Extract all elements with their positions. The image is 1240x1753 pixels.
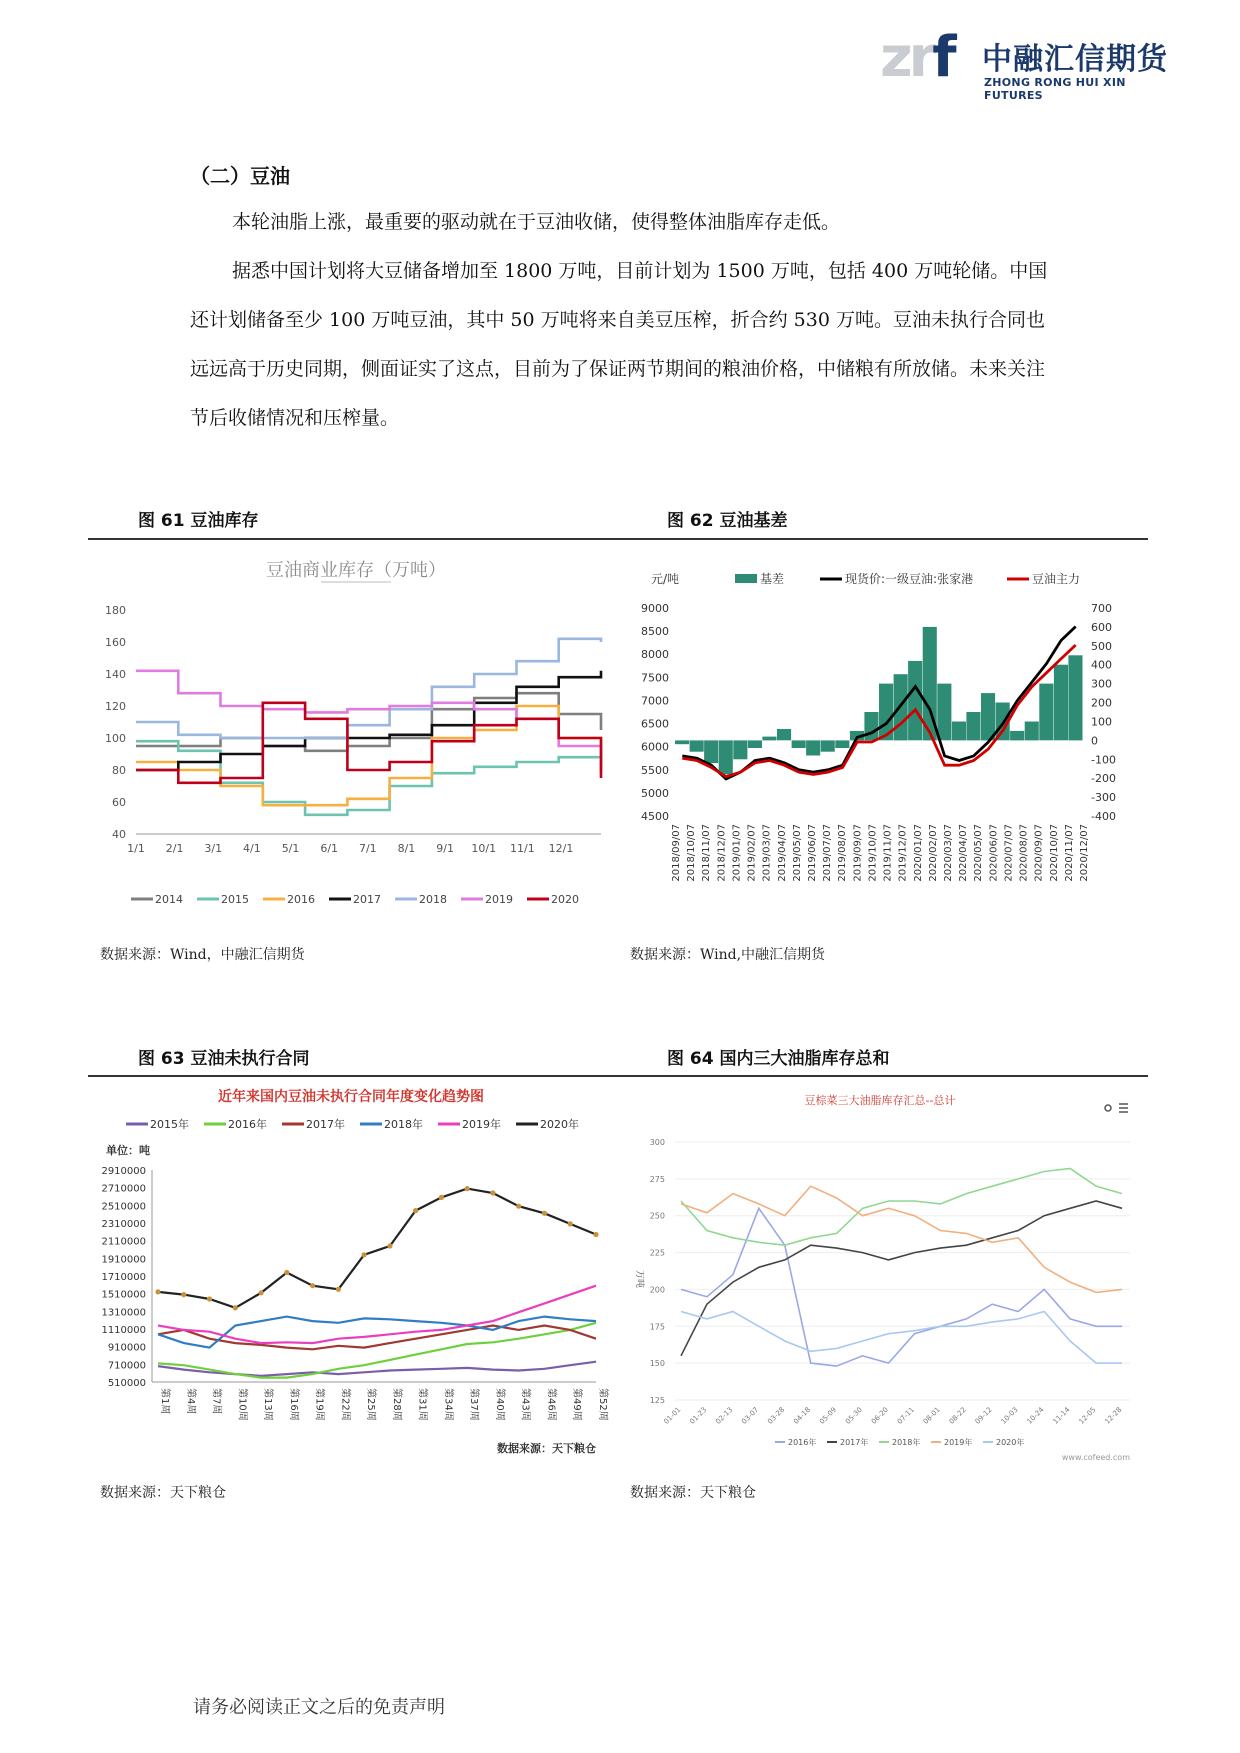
basis-bar bbox=[835, 740, 849, 748]
basis-bar bbox=[675, 740, 689, 744]
y-tick-label: 225 bbox=[649, 1248, 665, 1258]
legend-label: 2020 bbox=[551, 893, 579, 906]
chart-title: 近年来国内豆油未执行合同年度变化趋势图 bbox=[218, 1089, 484, 1105]
figure-63-source: 数据来源：天下粮仓 bbox=[100, 1485, 226, 1501]
series-line-2019年 bbox=[158, 1286, 596, 1343]
y-left-tick-label: 5000 bbox=[641, 786, 669, 800]
x-tick-label: 2019/03/07 bbox=[761, 824, 773, 882]
x-tick-label: 2019/12/07 bbox=[897, 824, 909, 882]
x-tick-label: 03-28 bbox=[766, 1405, 787, 1426]
series-line-2016年 bbox=[681, 1208, 1122, 1366]
y-tick-label: 150 bbox=[649, 1359, 665, 1369]
series-line-2020年 bbox=[158, 1189, 596, 1308]
series-point-2020 bbox=[387, 1243, 392, 1248]
series-point-2020 bbox=[336, 1287, 341, 1292]
series-point-2020 bbox=[413, 1208, 418, 1213]
y-tick-label: 510000 bbox=[107, 1378, 146, 1389]
x-tick-label: 第7周 bbox=[210, 1388, 222, 1415]
series-line-2018年 bbox=[681, 1169, 1122, 1246]
legend-label: 2017年 bbox=[306, 1118, 345, 1131]
x-tick-label: 2019/09/07 bbox=[852, 824, 864, 882]
legend-label: 2018年 bbox=[384, 1118, 423, 1131]
legend-label: 2014 bbox=[155, 893, 183, 906]
x-tick-label: 08-01 bbox=[921, 1405, 942, 1426]
series-line-2020年 bbox=[681, 1312, 1122, 1364]
x-tick-label: 3/1 bbox=[204, 842, 223, 855]
figure-row-1-rule bbox=[88, 538, 1148, 540]
y-right-tick-label: 500 bbox=[1091, 639, 1112, 653]
x-tick-label: 2019/05/07 bbox=[791, 824, 803, 882]
y-tick-label: 910000 bbox=[107, 1342, 146, 1354]
figure-62-source: 数据来源：Wind,中融汇信期货 bbox=[630, 947, 826, 963]
y-left-tick-label: 4500 bbox=[641, 810, 669, 823]
x-tick-label: 2018/11/07 bbox=[701, 824, 713, 882]
figure-61-title: 图 61 豆油库存 bbox=[138, 511, 259, 531]
y-tick-label: 300 bbox=[649, 1138, 665, 1147]
y-tick-label: 160 bbox=[105, 636, 126, 649]
y-right-tick-label: 300 bbox=[1091, 677, 1112, 691]
x-tick-label: 04-18 bbox=[792, 1405, 813, 1426]
x-tick-label: 第43周 bbox=[519, 1388, 531, 1421]
y-left-tick-label: 7500 bbox=[641, 671, 669, 685]
x-tick-label: 05-30 bbox=[843, 1405, 865, 1426]
basis-bar bbox=[1039, 684, 1053, 741]
y-tick-label: 2110000 bbox=[101, 1236, 146, 1248]
basis-bar bbox=[1068, 655, 1082, 740]
footer-disclaimer: 请务必阅读正文之后的免责声明 bbox=[193, 1697, 445, 1718]
company-name-cn: 中融汇信期货 bbox=[982, 42, 1168, 77]
x-tick-label: 第10周 bbox=[236, 1388, 248, 1421]
x-tick-label: 11-14 bbox=[1051, 1405, 1072, 1426]
x-tick-label: 10-03 bbox=[999, 1405, 1020, 1426]
series-line-2017 bbox=[136, 671, 601, 770]
y-tick-label: 1710000 bbox=[101, 1272, 146, 1283]
series-point-2020 bbox=[439, 1195, 444, 1200]
x-tick-label: 2018/09/07 bbox=[671, 824, 682, 882]
series-line-2015年 bbox=[158, 1362, 596, 1376]
x-tick-label: 4/1 bbox=[243, 842, 261, 855]
y-right-tick-label: 700 bbox=[1091, 602, 1112, 615]
basis-bar bbox=[864, 712, 878, 740]
basis-bar bbox=[733, 740, 747, 759]
y-left-tick-label: 6000 bbox=[641, 740, 669, 754]
x-tick-label: 2020/12/07 bbox=[1079, 824, 1090, 882]
series-point-2020 bbox=[259, 1290, 264, 1295]
x-tick-label: 第13周 bbox=[262, 1388, 274, 1421]
y-tick-label: 275 bbox=[649, 1174, 665, 1184]
chart-three-oils-inventory bbox=[625, 1082, 1145, 1462]
y-tick-label: 200 bbox=[649, 1285, 665, 1295]
paragraph-2: 据悉中国计划将大豆储备增加至 1800 万吨，目前计划为 1500 万吨，包括 400 万吨轮储。中国还计划储备至少 100 万吨豆油，其中 50 万吨将来自美豆压榨，折合约 530 万吨。豆油未执行合同也远远高于历史同期，侧面证实了这点，目前为了保证两节期间的粮油价格，中储粮有所放储。未来关注节后收储情况和压榨量。 bbox=[190, 260, 1048, 429]
legend-label: 2016年 bbox=[788, 1438, 817, 1447]
y-right-tick-label: -100 bbox=[1091, 753, 1116, 767]
x-tick-label: 2019/10/07 bbox=[867, 824, 879, 882]
x-tick-label: 第46周 bbox=[545, 1388, 557, 1421]
y-tick-label: 1910000 bbox=[101, 1254, 146, 1266]
x-tick-label: 2020/09/07 bbox=[1033, 824, 1045, 882]
series-point-2020 bbox=[207, 1296, 212, 1301]
x-tick-label: 9/1 bbox=[436, 842, 454, 855]
y-left-tick-label: 8500 bbox=[641, 625, 669, 639]
y-tick-label: 2710000 bbox=[101, 1183, 146, 1195]
x-tick-label: 2020/07/07 bbox=[1003, 824, 1015, 882]
chart-soyoil-unexecuted-contracts bbox=[96, 1082, 606, 1462]
x-tick-label: 第52周 bbox=[597, 1388, 608, 1421]
basis-bar bbox=[762, 737, 776, 741]
figure-row-2-rule bbox=[88, 1075, 1148, 1077]
figure-64-source: 数据来源：天下粮仓 bbox=[630, 1485, 756, 1501]
basis-bar bbox=[966, 712, 980, 740]
basis-bar bbox=[1010, 731, 1024, 741]
x-tick-label: 2019/07/07 bbox=[822, 824, 834, 882]
x-tick-label: 2020/03/07 bbox=[943, 824, 954, 882]
x-tick-label: 2020/10/07 bbox=[1048, 824, 1060, 882]
y-tick-label: 250 bbox=[649, 1211, 665, 1221]
basis-bar bbox=[704, 740, 718, 763]
x-tick-label: 10-24 bbox=[1025, 1405, 1046, 1426]
series-line-2015 bbox=[136, 741, 601, 815]
x-tick-label: 第34周 bbox=[442, 1388, 454, 1421]
y-right-tick-label: 100 bbox=[1091, 715, 1112, 729]
x-tick-label: 2020/06/07 bbox=[988, 824, 1000, 882]
basis-bar bbox=[1025, 722, 1039, 741]
series-point-2020 bbox=[181, 1292, 186, 1297]
x-tick-label: 12/1 bbox=[548, 842, 574, 855]
x-tick-label: 第22周 bbox=[339, 1388, 351, 1421]
y-tick-label: 1110000 bbox=[101, 1325, 146, 1336]
legend-label: 2016年 bbox=[228, 1118, 267, 1131]
legend-label: 2019年 bbox=[462, 1118, 501, 1131]
y-tick-label: 2510000 bbox=[101, 1201, 146, 1213]
x-tick-label: 02-13 bbox=[714, 1405, 735, 1426]
paragraph-1: 本轮油脂上涨，最重要的驱动就在于豆油收储，使得整体油脂库存走低。 bbox=[232, 211, 841, 233]
x-tick-label: 8/1 bbox=[397, 842, 416, 855]
series-point-2020 bbox=[465, 1186, 470, 1191]
legend-label: 2018 bbox=[419, 893, 447, 906]
series-point-2020 bbox=[593, 1232, 598, 1237]
basis-bar bbox=[806, 740, 820, 755]
logo-mark: zrf bbox=[880, 25, 953, 90]
x-tick-label: 2018/12/07 bbox=[716, 824, 728, 882]
x-tick-label: 第25周 bbox=[365, 1388, 377, 1421]
series-point-2020 bbox=[516, 1204, 521, 1209]
chart-note: 数据来源：天下粮仓 bbox=[497, 1442, 596, 1455]
x-tick-label: 01-01 bbox=[662, 1405, 683, 1426]
legend-label: 2015 bbox=[221, 893, 249, 906]
x-tick-label: 第40周 bbox=[493, 1388, 505, 1421]
x-tick-label: 05-09 bbox=[818, 1405, 839, 1426]
series-point-2020 bbox=[233, 1305, 238, 1310]
x-tick-label: 12-05 bbox=[1077, 1405, 1098, 1426]
y-tick-label: 1510000 bbox=[101, 1289, 146, 1301]
series-point-2020 bbox=[310, 1283, 315, 1288]
x-tick-label: 2020/04/07 bbox=[958, 824, 970, 882]
basis-bar bbox=[952, 722, 966, 741]
series-point-2020 bbox=[284, 1270, 289, 1275]
x-tick-label: 第19周 bbox=[313, 1388, 325, 1421]
y-right-tick-label: -300 bbox=[1091, 791, 1116, 805]
x-tick-label: 第28周 bbox=[390, 1388, 402, 1421]
y-left-tick-label: 9000 bbox=[641, 602, 669, 615]
y-tick-label: 60 bbox=[112, 796, 126, 809]
y-left-tick-label: 8000 bbox=[641, 648, 669, 662]
y-tick-label: 2310000 bbox=[101, 1219, 146, 1230]
x-tick-label: 第4周 bbox=[184, 1388, 196, 1415]
basis-bar bbox=[748, 740, 762, 748]
x-tick-label: 06-20 bbox=[869, 1405, 890, 1426]
series-line-2014 bbox=[136, 693, 601, 751]
basis-bar bbox=[821, 740, 835, 751]
x-tick-label: 2019/08/07 bbox=[837, 824, 849, 882]
figure-64-title: 图 64 国内三大油脂库存总和 bbox=[667, 1049, 890, 1069]
section-heading: （二）豆油 bbox=[190, 164, 290, 188]
x-tick-label: 第31周 bbox=[416, 1388, 428, 1421]
x-tick-label: 2018/10/07 bbox=[686, 824, 698, 882]
chart-title: 豆棕菜三大油脂库存汇总--总计 bbox=[804, 1094, 956, 1107]
legend-label: 豆油主力 bbox=[1032, 572, 1081, 586]
y-tick-label: 100 bbox=[105, 732, 126, 745]
x-tick-label: 第16周 bbox=[287, 1388, 299, 1421]
y-tick-label: 180 bbox=[105, 604, 126, 617]
x-tick-label: 2019/11/07 bbox=[882, 824, 894, 882]
legend-label: 2018年 bbox=[892, 1438, 921, 1447]
legend-label: 2016 bbox=[287, 893, 315, 906]
x-tick-label: 2020/01/07 bbox=[912, 824, 924, 882]
y-axis-unit: 元/吨 bbox=[651, 572, 680, 586]
x-tick-label: 07-11 bbox=[895, 1405, 916, 1426]
y-tick-label: 175 bbox=[649, 1322, 665, 1332]
legend-label: 2017年 bbox=[840, 1438, 869, 1447]
basis-bar bbox=[719, 740, 733, 774]
legend-swatch bbox=[735, 574, 757, 583]
series-point-2020 bbox=[542, 1211, 547, 1216]
chart-soyoil-inventory bbox=[96, 548, 616, 918]
y-tick-label: 2910000 bbox=[101, 1166, 146, 1177]
x-tick-label: 2020/08/07 bbox=[1018, 824, 1030, 882]
figure-61-source: 数据来源：Wind，中融汇信期货 bbox=[100, 947, 305, 963]
chart-title: 豆油商业库存（万吨） bbox=[266, 560, 446, 581]
legend-label: 基差 bbox=[760, 572, 785, 586]
y-axis-unit: 单位：吨 bbox=[106, 1144, 150, 1157]
chart-soyoil-basis bbox=[625, 548, 1150, 918]
y-tick-label: 1310000 bbox=[101, 1307, 146, 1319]
settings-icon bbox=[1105, 1105, 1111, 1111]
y-tick-label: 40 bbox=[112, 828, 126, 841]
x-tick-label: 11/1 bbox=[510, 842, 535, 855]
legend-label: 现货价:一级豆油:张家港 bbox=[845, 572, 974, 586]
series-point-2020 bbox=[568, 1221, 573, 1226]
y-tick-label: 80 bbox=[112, 764, 126, 777]
basis-bar bbox=[777, 729, 791, 740]
x-tick-label: 7/1 bbox=[358, 842, 377, 855]
series-line-2016 bbox=[136, 706, 601, 805]
y-tick-label: 120 bbox=[105, 700, 126, 713]
series-line-2018年 bbox=[158, 1317, 596, 1348]
x-tick-label: 10/1 bbox=[471, 842, 497, 855]
x-tick-label: 2020/02/07 bbox=[927, 824, 939, 882]
x-tick-label: 2019/04/07 bbox=[776, 824, 788, 882]
y-right-tick-label: -400 bbox=[1091, 810, 1116, 823]
x-tick-label: 2019/02/07 bbox=[746, 824, 758, 882]
legend-label: 2019 bbox=[485, 893, 513, 906]
y-left-tick-label: 7000 bbox=[641, 694, 669, 708]
y-right-tick-label: 600 bbox=[1091, 620, 1112, 634]
x-tick-label: 08-22 bbox=[947, 1405, 968, 1426]
basis-bar bbox=[1054, 665, 1068, 741]
menu-icon bbox=[1119, 1104, 1128, 1112]
x-tick-label: 2020/05/07 bbox=[973, 824, 985, 882]
x-tick-label: 第49周 bbox=[571, 1388, 583, 1421]
figure-62-title: 图 62 豆油基差 bbox=[667, 511, 788, 531]
series-point-2020 bbox=[155, 1289, 160, 1294]
chart-note: www.cofeed.com bbox=[1061, 1453, 1130, 1462]
legend-label: 2019年 bbox=[944, 1438, 973, 1447]
x-tick-label: 2019/01/07 bbox=[731, 824, 743, 882]
series-line-2018 bbox=[136, 639, 601, 738]
basis-bar bbox=[908, 661, 922, 740]
company-logo bbox=[880, 25, 1170, 102]
y-right-tick-label: 200 bbox=[1091, 696, 1112, 710]
y-left-tick-label: 6500 bbox=[641, 717, 669, 731]
y-tick-label: 125 bbox=[649, 1396, 665, 1405]
x-tick-label: 第1周 bbox=[159, 1388, 170, 1415]
series-point-2020 bbox=[362, 1252, 367, 1257]
basis-bar bbox=[937, 684, 951, 741]
y-left-tick-label: 5500 bbox=[641, 763, 669, 777]
x-tick-label: 09-12 bbox=[973, 1405, 994, 1426]
y-tick-label: 710000 bbox=[107, 1360, 146, 1372]
y-tick-label: 140 bbox=[105, 668, 126, 681]
y-right-tick-label: 0 bbox=[1091, 734, 1098, 748]
x-tick-label: 5/1 bbox=[281, 842, 300, 855]
x-tick-label: 03-07 bbox=[740, 1405, 761, 1426]
x-tick-label: 6/1 bbox=[320, 842, 339, 855]
x-tick-label: 2019/06/07 bbox=[807, 824, 818, 882]
y-right-tick-label: 400 bbox=[1091, 658, 1112, 672]
x-tick-label: 01-23 bbox=[688, 1405, 709, 1426]
x-tick-label: 2020/11/07 bbox=[1063, 824, 1075, 882]
company-name-en: ZHONG RONG HUI XIN FUTURES bbox=[984, 76, 1126, 102]
basis-bar bbox=[981, 693, 995, 740]
legend-label: 2015年 bbox=[150, 1118, 189, 1131]
y-right-tick-label: -200 bbox=[1091, 772, 1116, 786]
x-tick-label: 12-28 bbox=[1103, 1405, 1124, 1426]
legend-label: 2017 bbox=[353, 893, 381, 906]
legend-label: 2020年 bbox=[540, 1118, 579, 1131]
basis-bar bbox=[690, 740, 704, 751]
x-tick-label: 2/1 bbox=[165, 842, 184, 855]
y-axis-unit: 万吨 bbox=[634, 1270, 644, 1289]
figure-63-title: 图 63 豆油未执行合同 bbox=[138, 1049, 310, 1069]
legend-label: 2020年 bbox=[996, 1438, 1025, 1447]
x-tick-label: 1/1 bbox=[127, 842, 145, 855]
basis-bar bbox=[792, 740, 806, 748]
x-tick-label: 第37周 bbox=[468, 1388, 480, 1421]
series-point-2020 bbox=[490, 1190, 495, 1195]
